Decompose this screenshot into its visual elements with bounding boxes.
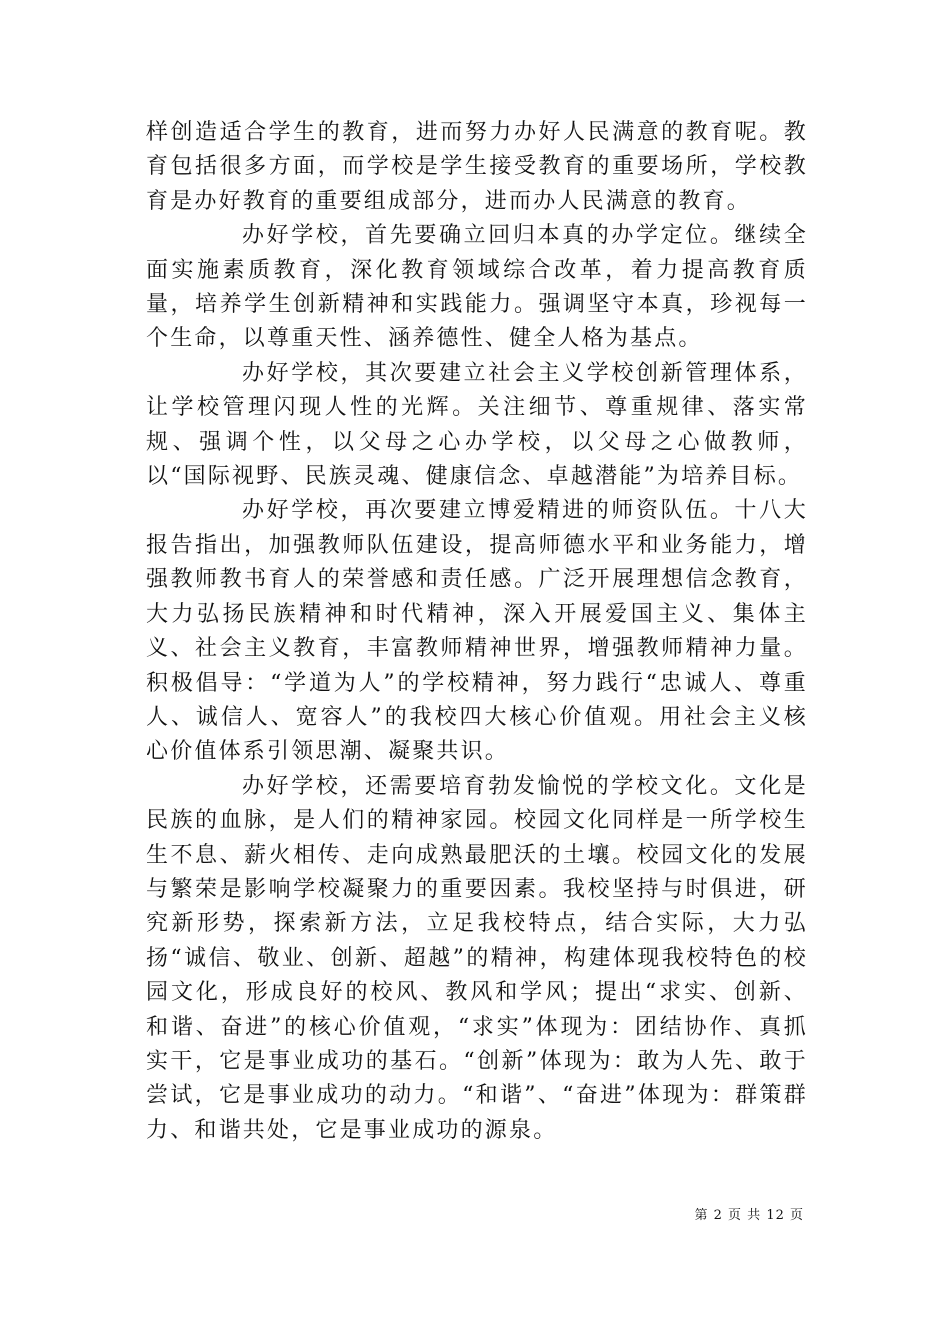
document-body [146, 116, 808, 1148]
paragraph-3: 办好学校，其次要建立社会主义学校创新管理体系，让学校管理闪现人性的光辉。关注细节、尊重规律、落实常规、强调个性，以父母之心办学校，以父母之心做教师，以“国际视野、民族灵魂、健康信念、卓越潜能”为培养目标。 [146, 360, 808, 490]
paragraph-5: 办好学校，还需要培育勃发愉悦的学校文化。文化是民族的血脉，是人们的精神家园。校园文化同样是一所学校生生不息、薪火相传、走向成熟最肥沃的土壤。校园文化的发展与繁荣是影响学校凝聚力的重要因素。我校坚持与时俱进，研究新形势，探索新方法，立足我校特点，结合实际，大力弘扬“诚信、敬业、创新、超越”的精神，构建体现我校特色的校园文化，形成良好的校风、教风和学风；提出“求实、创新、和谐、奋进”的核心价值观，“求实”体现为：团结协作、真抓实干，它是事业成功的基石。“创新”体现为：敢为人先、敢于尝试，它是事业成功的动力。“和谐”、“奋进”体现为：群策群力、和谐共处，它是事业成功的源泉。 [146, 773, 808, 1143]
paragraph-2: 办好学校，首先要确立回归本真的办学定位。继续全面实施素质教育，深化教育领域综合改革，着力提高教育质量，培养学生创新精神和实践能力。强调坚守本真，珍视每一个生命，以尊重天性、涵养德性、健全人格为基点。 [146, 223, 808, 352]
paragraph-1: 样创造适合学生的教育，进而努力办好人民满意的教育呢。教育包括很多方面，而学校是学生接受教育的重要场所，学校教育是办好教育的重要组成部分，进而办人民满意的教育。 [146, 120, 808, 214]
page-number-footer: 第 2 页 共 12 页 [694, 1208, 804, 1223]
paragraph-4: 办好学校，再次要建立博爱精进的师资队伍。十八大报告指出，加强教师队伍建设，提高师德水平和业务能力，增强教师教书育人的荣誉感和责任感。广泛开展理想信念教育，大力弘扬民族精神和时代精神，深入开展爱国主义、集体主义、社会主义教育，丰富教师精神世界，增强教师精神力量。积极倡导：“学道为人”的学校精神，努力践行“忠诚人、尊重人、诚信人、宽容人”的我校四大核心价值观。用社会主义核心价值体系引领思潮、凝聚共识。 [146, 498, 808, 765]
